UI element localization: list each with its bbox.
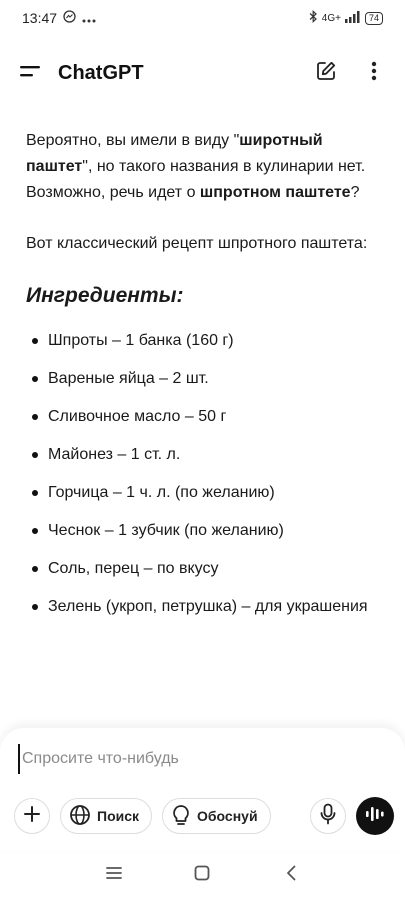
message-paragraph: [26, 128, 376, 206]
compose-icon: [315, 60, 337, 87]
search-button[interactable]: [60, 798, 152, 834]
menu-button[interactable]: [18, 60, 44, 86]
home-icon: [194, 865, 210, 886]
waveform-icon: [365, 805, 385, 828]
microphone-icon: [319, 803, 337, 830]
status-time: 13:47: [22, 10, 58, 26]
list-item: Майонез – 1 ст. л.: [26, 442, 376, 468]
more-icon: [82, 10, 96, 26]
reason-button-label: Обоснуй: [197, 808, 258, 824]
options-button[interactable]: [361, 60, 387, 86]
bluetooth-icon: [309, 10, 318, 26]
voice-mode-button[interactable]: [356, 797, 394, 835]
bold-term: шпротном паштете: [199, 184, 351, 201]
dictate-button[interactable]: [310, 798, 346, 834]
ingredients-list: [26, 328, 376, 620]
back-button[interactable]: [276, 860, 306, 890]
home-button[interactable]: [187, 860, 217, 890]
app-header: [0, 50, 405, 96]
message-paragraph: Вот классический рецепт шпротного паштета:: [26, 235, 368, 252]
composer: [0, 728, 405, 850]
attach-button[interactable]: [14, 798, 50, 834]
plus-icon: [23, 805, 41, 828]
list-item: Сливочное масло – 50 г: [26, 404, 376, 430]
text-segment: Вероятно, вы имели в виду ": [26, 132, 240, 149]
globe-icon: [69, 804, 91, 829]
system-nav-bar: [0, 850, 405, 900]
recent-apps-icon: [106, 866, 122, 885]
list-item: Шпроты – 1 банка (160 г): [26, 328, 376, 354]
list-item: Зелень (укроп, петрушка) – для украшения: [26, 594, 376, 620]
bold-term: широтный паштет: [26, 132, 323, 175]
recent-apps-button[interactable]: [99, 860, 129, 890]
section-heading: Ингредиенты:: [26, 284, 184, 307]
kebab-icon: [371, 61, 377, 86]
list-item: Соль, перец – по вкусу: [26, 556, 376, 582]
battery-indicator: 74: [365, 12, 383, 25]
signal-icon: [345, 11, 361, 26]
text-segment: ", но такого названия в кулинарии нет. Возможно, речь идет о: [26, 158, 366, 201]
assistant-message: [26, 128, 376, 632]
text-segment: ?: [350, 184, 360, 201]
composer-toolbar: [14, 798, 394, 834]
messenger-icon: [63, 10, 76, 26]
reason-button[interactable]: [162, 798, 271, 834]
list-item: Горчица – 1 ч. л. (по желанию): [26, 480, 376, 506]
status-bar: [0, 0, 405, 36]
back-icon: [286, 865, 296, 886]
new-chat-button[interactable]: [313, 60, 339, 86]
list-item: Вареные яйца – 2 шт.: [26, 366, 376, 392]
network-type: 4G+: [321, 12, 341, 24]
list-item: Чеснок – 1 зубчик (по желанию): [26, 518, 376, 544]
lightbulb-icon: [171, 804, 191, 829]
app-title: ChatGPT: [58, 61, 144, 84]
search-button-label: Поиск: [97, 808, 140, 824]
prompt-input[interactable]: [18, 744, 378, 774]
menu-icon: [20, 64, 42, 83]
